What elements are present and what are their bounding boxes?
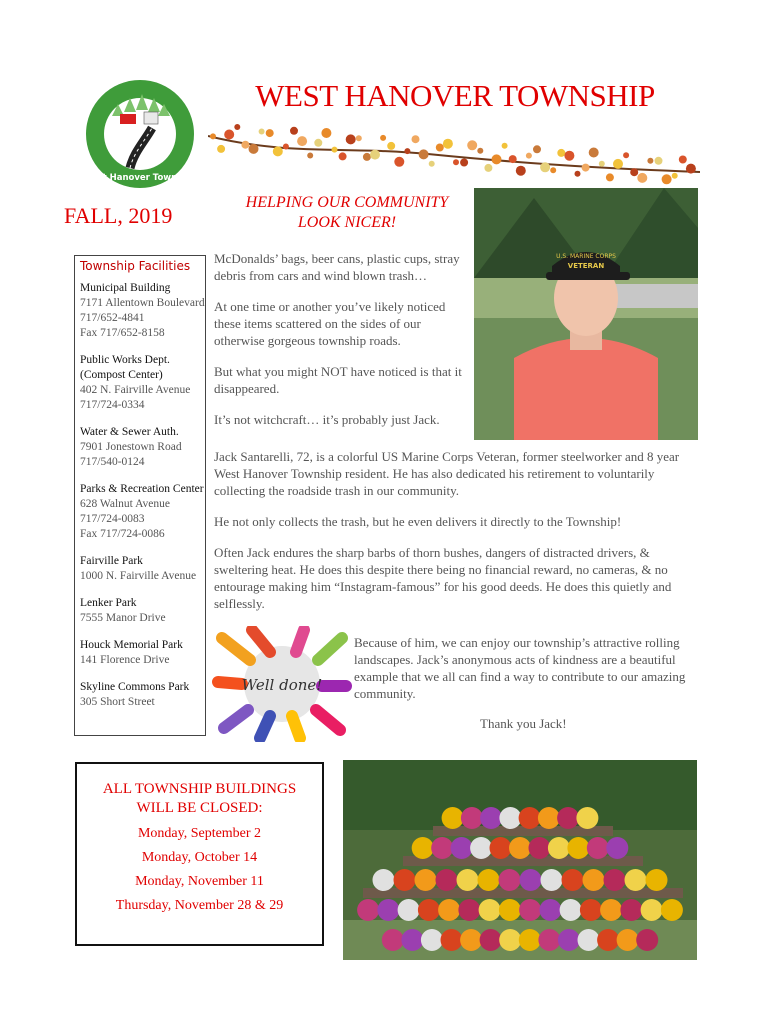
- article-paragraph: He not only collects the trash, but he even delivers it directly to the Township!: [214, 514, 622, 529]
- facility-detail: 717/652-4841: [80, 312, 145, 324]
- township-facilities-box: [74, 255, 206, 736]
- facility-detail: 1000 N. Fairville Avenue: [80, 570, 197, 582]
- closure-date: Monday, September 2: [137, 826, 262, 841]
- facility-name: Houck Memorial Park: [80, 639, 183, 651]
- closures-box: [75, 762, 324, 946]
- facility-entry: [80, 482, 205, 542]
- facility-entry: [80, 596, 205, 626]
- township-logo: [82, 76, 198, 192]
- facility-entry: [80, 554, 205, 584]
- facility-entry: [80, 680, 205, 710]
- facility-name: Lenker Park: [80, 597, 137, 609]
- article-body-upper: [214, 250, 470, 442]
- thanks-line: Thank you Jack!: [480, 716, 567, 731]
- facility-detail: 402 N. Fairville Avenue: [80, 384, 191, 396]
- article-paragraph: Often Jack endures the sharp barbs of thorn bushes, dangers of distracted drivers, & sweltering heat. He does this despite there being no financial reward, no cameras, & no entourage making him “Instagram-famous” for his good deeds. He does this quietly and selflessly.: [214, 545, 672, 611]
- facilities-heading: Township Facilities: [80, 259, 191, 273]
- well-done-hands-image: [212, 626, 352, 742]
- article-headline: [222, 193, 472, 233]
- facility-name: Fairville Park: [80, 555, 143, 567]
- facility-detail: 7171 Allentown Boulevard: [80, 297, 205, 309]
- facility-entry: [80, 638, 205, 668]
- article-body-closing: [354, 634, 700, 716]
- mum-display-photo: [343, 760, 697, 960]
- facility-detail: 305 Short Street: [80, 696, 155, 708]
- facility-detail: 717/724-0334: [80, 399, 145, 411]
- facility-entry: [80, 353, 205, 413]
- cap-text-1: U.S. MARINE CORPS: [556, 253, 616, 260]
- page-title: WEST HANOVER TOWNSHIP: [255, 78, 655, 113]
- closures-title-2: WILL BE CLOSED:: [136, 800, 263, 816]
- facility-name: Water & Sewer Auth.: [80, 426, 179, 438]
- facility-detail: 7555 Manor Drive: [80, 612, 166, 624]
- article-paragraph: Because of him, we can enjoy our township’s attractive rolling landscapes. Jack’s anonymous acts of kindness are a beautiful example that we all can find a way to contribute to our amazing community.: [354, 635, 686, 701]
- headline-line-1: HELPING OUR COMMUNITY: [245, 194, 449, 211]
- facility-name: Public Works Dept.: [80, 354, 170, 366]
- facility-detail: 628 Walnut Avenue: [80, 498, 170, 510]
- well-done-text: Well done!: [241, 676, 323, 694]
- logo-text: West Hanover Township: [82, 173, 198, 183]
- facility-name: Parks & Recreation Center: [80, 483, 204, 495]
- headline-line-2: LOOK NICER!: [297, 214, 397, 231]
- autumn-garland-image: [208, 116, 700, 186]
- article-paragraph: At one time or another you’ve likely noticed these items scattered on the sides of our otherwise gorgeous township roads.: [214, 299, 446, 348]
- facility-detail: Fax 717/724-0086: [80, 528, 165, 540]
- closure-date: Monday, October 14: [141, 850, 258, 865]
- season-label: FALL, 2019: [64, 203, 173, 228]
- article-paragraph: But what you might NOT have noticed is that it disappeared.: [214, 364, 462, 396]
- facility-entry: [80, 281, 205, 341]
- facility-detail: 717/724-0083: [80, 513, 145, 525]
- facility-detail: 7901 Jonestown Road: [80, 441, 182, 453]
- closures-title-1: ALL TOWNSHIP BUILDINGS: [102, 781, 297, 797]
- article-paragraph: Jack Santarelli, 72, is a colorful US Marine Corps Veteran, former steelworker and 8 year West Hanover Township resident. He has also dedicated his retirement to voluntarily collecting the roadside trash in our community.: [214, 449, 680, 498]
- closure-date: Thursday, November 28 & 29: [115, 898, 284, 913]
- cap-text-2: VETERAN: [567, 262, 605, 270]
- facility-entry: [80, 425, 205, 470]
- facility-detail: Fax 717/652-8158: [80, 327, 165, 339]
- facility-name: Skyline Commons Park: [80, 681, 190, 693]
- facility-detail: 717/540-0124: [80, 456, 145, 468]
- facility-detail: 141 Florence Drive: [80, 654, 170, 666]
- closure-date: Monday, November 11: [135, 874, 264, 889]
- veteran-photo: [474, 188, 698, 440]
- facility-name: Municipal Building: [80, 282, 171, 294]
- facility-name: (Compost Center): [80, 369, 163, 381]
- article-paragraph: It’s not witchcraft… it’s probably just Jack.: [214, 412, 440, 427]
- article-body-lower: [214, 448, 700, 626]
- article-paragraph: McDonalds’ bags, beer cans, plastic cups, stray debris from cars and wind blown trash…: [214, 251, 460, 283]
